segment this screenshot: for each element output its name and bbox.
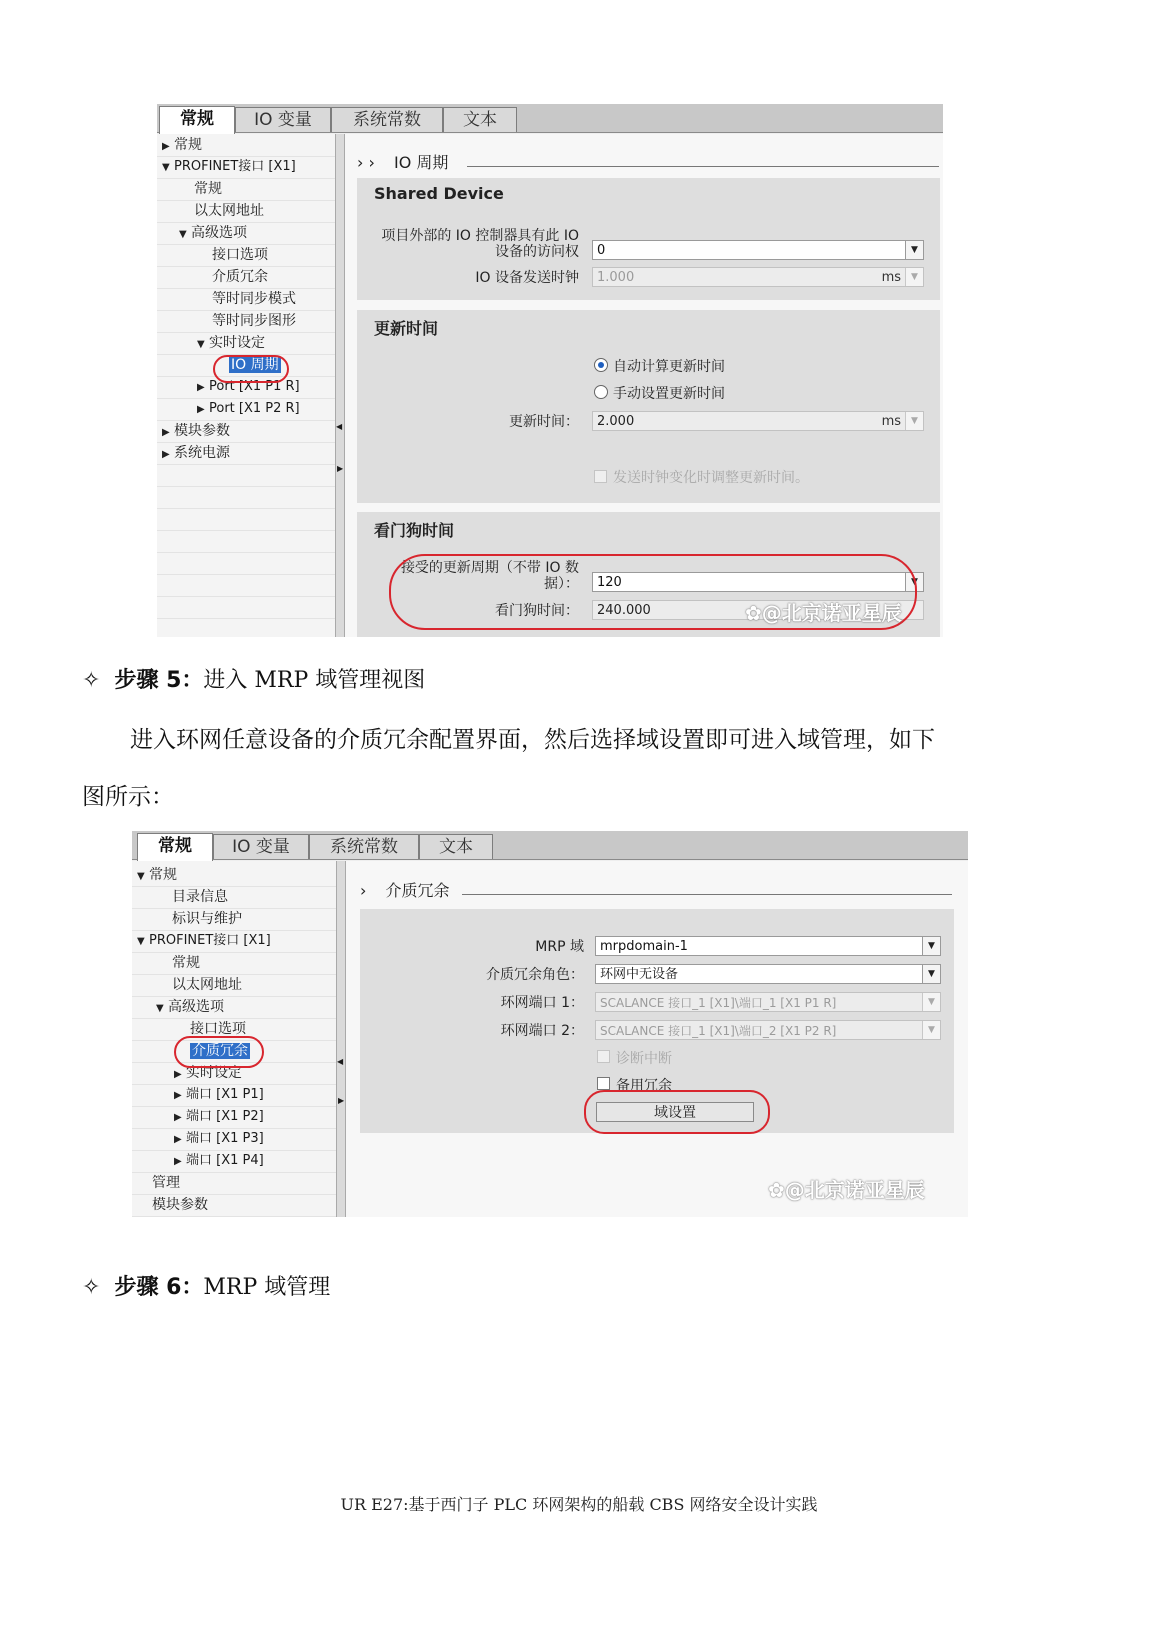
- tree-filler: [157, 574, 337, 597]
- collapse-left-icon[interactable]: ◀: [336, 422, 343, 431]
- tab-texts[interactable]: 文本: [443, 107, 517, 132]
- tree-item-management[interactable]: 管理: [132, 1172, 352, 1195]
- chevron-down-icon[interactable]: ▼: [922, 965, 940, 983]
- chevron-down-icon[interactable]: ▼: [922, 937, 940, 955]
- accepted-cycles-select[interactable]: 120 ▼: [592, 572, 924, 592]
- chevron-down-icon[interactable]: ▼: [905, 573, 923, 591]
- access-label: 项目外部的 IO 控制器具有此 IO 设备的访问权: [381, 228, 579, 260]
- tree-filler: [157, 508, 337, 531]
- ring-port-1-label: 环网端口 1：: [500, 995, 584, 1011]
- tree-filler: [157, 596, 337, 619]
- breadcrumb-title: 介质冗余: [385, 881, 450, 900]
- tab-texts[interactable]: 文本: [419, 834, 493, 859]
- mrp-domain-label: MRP 域: [535, 939, 584, 955]
- ring-port-2-select[interactable]: SCALANCE 接口_1 [X1]\端口_2 [X1 P2 R] ▼: [595, 1020, 941, 1040]
- tab-general[interactable]: 常规: [137, 833, 213, 861]
- manual-update-label: 手动设置更新时间: [613, 386, 725, 402]
- screenshot-media-redundancy: [132, 831, 968, 1217]
- collapse-right-icon[interactable]: ▶: [338, 1096, 345, 1105]
- chevron-down-icon[interactable]: ▼: [905, 241, 923, 259]
- tab-general[interactable]: 常规: [159, 106, 235, 134]
- tree-item-port-p1[interactable]: ▶ Port [X1 P1 R]: [157, 376, 377, 399]
- tree-item-general[interactable]: ▼ 常规: [132, 864, 337, 887]
- tree-item-identification[interactable]: 标识与维护: [132, 908, 372, 931]
- tree-item-port-p3[interactable]: ▶ 端口 [X1 P3]: [132, 1128, 374, 1151]
- step-5-heading: ✧ 步骤 5：进入 MRP 域管理视图: [82, 668, 426, 693]
- chevron-down-icon[interactable]: ▼: [922, 993, 940, 1011]
- tree-item-port-p4[interactable]: ▶ 端口 [X1 P4]: [132, 1150, 374, 1173]
- tree-item-realtime[interactable]: ▼ 实时设定: [157, 332, 377, 355]
- backup-redundancy-checkbox[interactable]: [597, 1077, 610, 1090]
- tab-bar: [132, 831, 968, 860]
- paragraph-line-2: 图所示：: [82, 784, 174, 810]
- tree-item-media-redundancy[interactable]: 介质冗余: [132, 1040, 390, 1063]
- tree-item-realtime[interactable]: ▶ 实时设定: [132, 1062, 374, 1085]
- collapse-left-icon[interactable]: ◀: [337, 1057, 344, 1066]
- auto-update-label: 自动计算更新时间: [613, 359, 725, 375]
- tree-filler: [157, 464, 337, 487]
- accepted-cycles-label: 接受的更新周期（不带 IO 数 据）：: [400, 560, 579, 592]
- watermark: ✿@北京诺亚星辰: [745, 601, 902, 625]
- access-select[interactable]: 0 ▼: [592, 240, 924, 260]
- paw-icon: ✿: [768, 1178, 785, 1202]
- update-time-field[interactable]: 2.000 ms ▼: [592, 411, 924, 431]
- watchdog-title: 看门狗时间: [374, 521, 455, 540]
- update-time-title: 更新时间: [374, 319, 439, 338]
- backup-redundancy-label: 备用冗余: [616, 1078, 672, 1094]
- tree-item-module-params[interactable]: ▶ 模块参数: [157, 420, 342, 443]
- tab-io-tags[interactable]: IO 变量: [235, 107, 331, 132]
- send-clock-field[interactable]: 1.000 ms ▼: [592, 267, 924, 287]
- tree-item-advanced[interactable]: ▼ 高级选项: [157, 222, 359, 245]
- breadcrumb-divider: [462, 894, 952, 895]
- shared-device-title: Shared Device: [374, 184, 504, 203]
- tab-io-tags[interactable]: IO 变量: [213, 834, 309, 859]
- mrp-domain-select[interactable]: mrpdomain-1 ▼: [595, 936, 941, 956]
- tree-item-port-p1[interactable]: ▶ 端口 [X1 P1]: [132, 1084, 374, 1107]
- tree-item-profinet[interactable]: ▼ PROFINET接口 [X1]: [157, 156, 342, 179]
- tree-item-catalog[interactable]: 目录信息: [132, 886, 372, 909]
- properties-content: [345, 134, 943, 637]
- tab-system-constants[interactable]: 系统常数: [331, 107, 443, 132]
- tree-item-system-power[interactable]: ▶ 系统电源: [157, 442, 342, 465]
- tree-item-ethernet[interactable]: 以太网地址: [132, 974, 372, 997]
- watermark: ✿@北京诺亚星辰: [768, 1178, 925, 1202]
- breadcrumb-arrows: ›: [360, 881, 367, 900]
- tree-item-media-redundancy[interactable]: 介质冗余: [157, 266, 392, 289]
- tree-item-isochronous-mode[interactable]: 等时同步模式: [157, 288, 392, 311]
- breadcrumb-title: IO 周期: [393, 153, 449, 172]
- tree-item-advanced[interactable]: ▼ 高级选项: [132, 996, 356, 1019]
- manual-update-radio[interactable]: [594, 385, 608, 399]
- domain-settings-button[interactable]: 域设置: [596, 1102, 754, 1122]
- adjust-update-label: 发送时钟变化时调整更新时间。: [613, 470, 809, 486]
- adjust-update-checkbox[interactable]: [594, 470, 607, 483]
- tree-filler: [157, 618, 337, 637]
- tree-filler: [157, 486, 337, 509]
- tree-item-general-sub[interactable]: 常规: [157, 178, 374, 201]
- update-time-section: [357, 310, 940, 503]
- tab-system-constants[interactable]: 系统常数: [309, 834, 419, 859]
- tree-item-ethernet[interactable]: 以太网地址: [157, 200, 374, 223]
- media-redundancy-highlight: [174, 1036, 264, 1068]
- tree-splitter[interactable]: [335, 134, 345, 637]
- tree-item-port-p2[interactable]: ▶ Port [X1 P2 R]: [157, 398, 377, 421]
- diagnostic-interrupt-checkbox[interactable]: [597, 1050, 610, 1063]
- tree-item-interface-options[interactable]: 接口选项: [132, 1018, 390, 1041]
- collapse-right-icon[interactable]: ▶: [337, 464, 344, 473]
- auto-update-radio[interactable]: [594, 358, 608, 372]
- screenshot-io-cycle: [157, 104, 943, 637]
- tree-filler: [157, 530, 337, 553]
- tree-item-profinet[interactable]: ▼ PROFINET接口 [X1]: [132, 930, 337, 953]
- io-cycle-highlight: [213, 355, 289, 383]
- diagnostic-interrupt-label: 诊断中断: [616, 1051, 672, 1067]
- mrp-role-select[interactable]: 环网中无设备 ▼: [595, 964, 941, 984]
- navigation-tree: [157, 134, 343, 637]
- breadcrumb-divider: [467, 166, 939, 167]
- domain-settings-highlight: [584, 1090, 770, 1134]
- paragraph-line-1: 进入环网任意设备的介质冗余配置界面，然后选择域设置即可进入域管理，如下: [130, 727, 935, 753]
- chevron-down-icon[interactable]: ▼: [922, 1021, 940, 1039]
- ring-port-1-select[interactable]: SCALANCE 接口_1 [X1]\端口_1 [X1 P1 R] ▼: [595, 992, 941, 1012]
- page-footer: UR E27:基于西门子 PLC 环网架构的船载 CBS 网络安全设计实践: [340, 1495, 818, 1514]
- shared-device-section: [357, 178, 940, 300]
- chevron-down-icon[interactable]: ▼: [905, 268, 923, 286]
- tree-item-io-cycle[interactable]: IO 周期: [157, 354, 409, 377]
- watchdog-time-field: 240.000: [592, 600, 924, 620]
- step-6-heading: ✧ 步骤 6：MRP 域管理: [82, 1275, 331, 1300]
- update-time-label: 更新时间：: [509, 414, 579, 430]
- breadcrumb-arrows: › ›: [357, 153, 375, 172]
- breadcrumb: [360, 878, 450, 901]
- paw-icon: ✿: [745, 601, 762, 625]
- watchdog-time-label: 看门狗时间：: [495, 603, 579, 619]
- tree-item-interface-options[interactable]: 接口选项: [157, 244, 392, 267]
- mrp-role-label: 介质冗余角色：: [486, 967, 584, 983]
- tree-filler: [157, 552, 337, 575]
- chevron-down-icon[interactable]: ▼: [905, 412, 923, 430]
- tab-bar: [157, 104, 943, 133]
- breadcrumb: [357, 150, 448, 173]
- tree-item-port-p2[interactable]: ▶ 端口 [X1 P2]: [132, 1106, 374, 1129]
- properties-content: [346, 861, 968, 1217]
- tree-item-isochronous-graph[interactable]: 等时同步图形: [157, 310, 392, 333]
- tree-item-general[interactable]: ▶ 常规: [157, 134, 342, 157]
- send-clock-label: IO 设备发送时钟: [475, 270, 579, 286]
- ring-port-2-label: 环网端口 2：: [500, 1023, 584, 1039]
- tree-item-general-sub[interactable]: 常规: [132, 952, 372, 975]
- tree-item-module-params[interactable]: 模块参数: [132, 1194, 352, 1217]
- tree-splitter[interactable]: [336, 861, 346, 1217]
